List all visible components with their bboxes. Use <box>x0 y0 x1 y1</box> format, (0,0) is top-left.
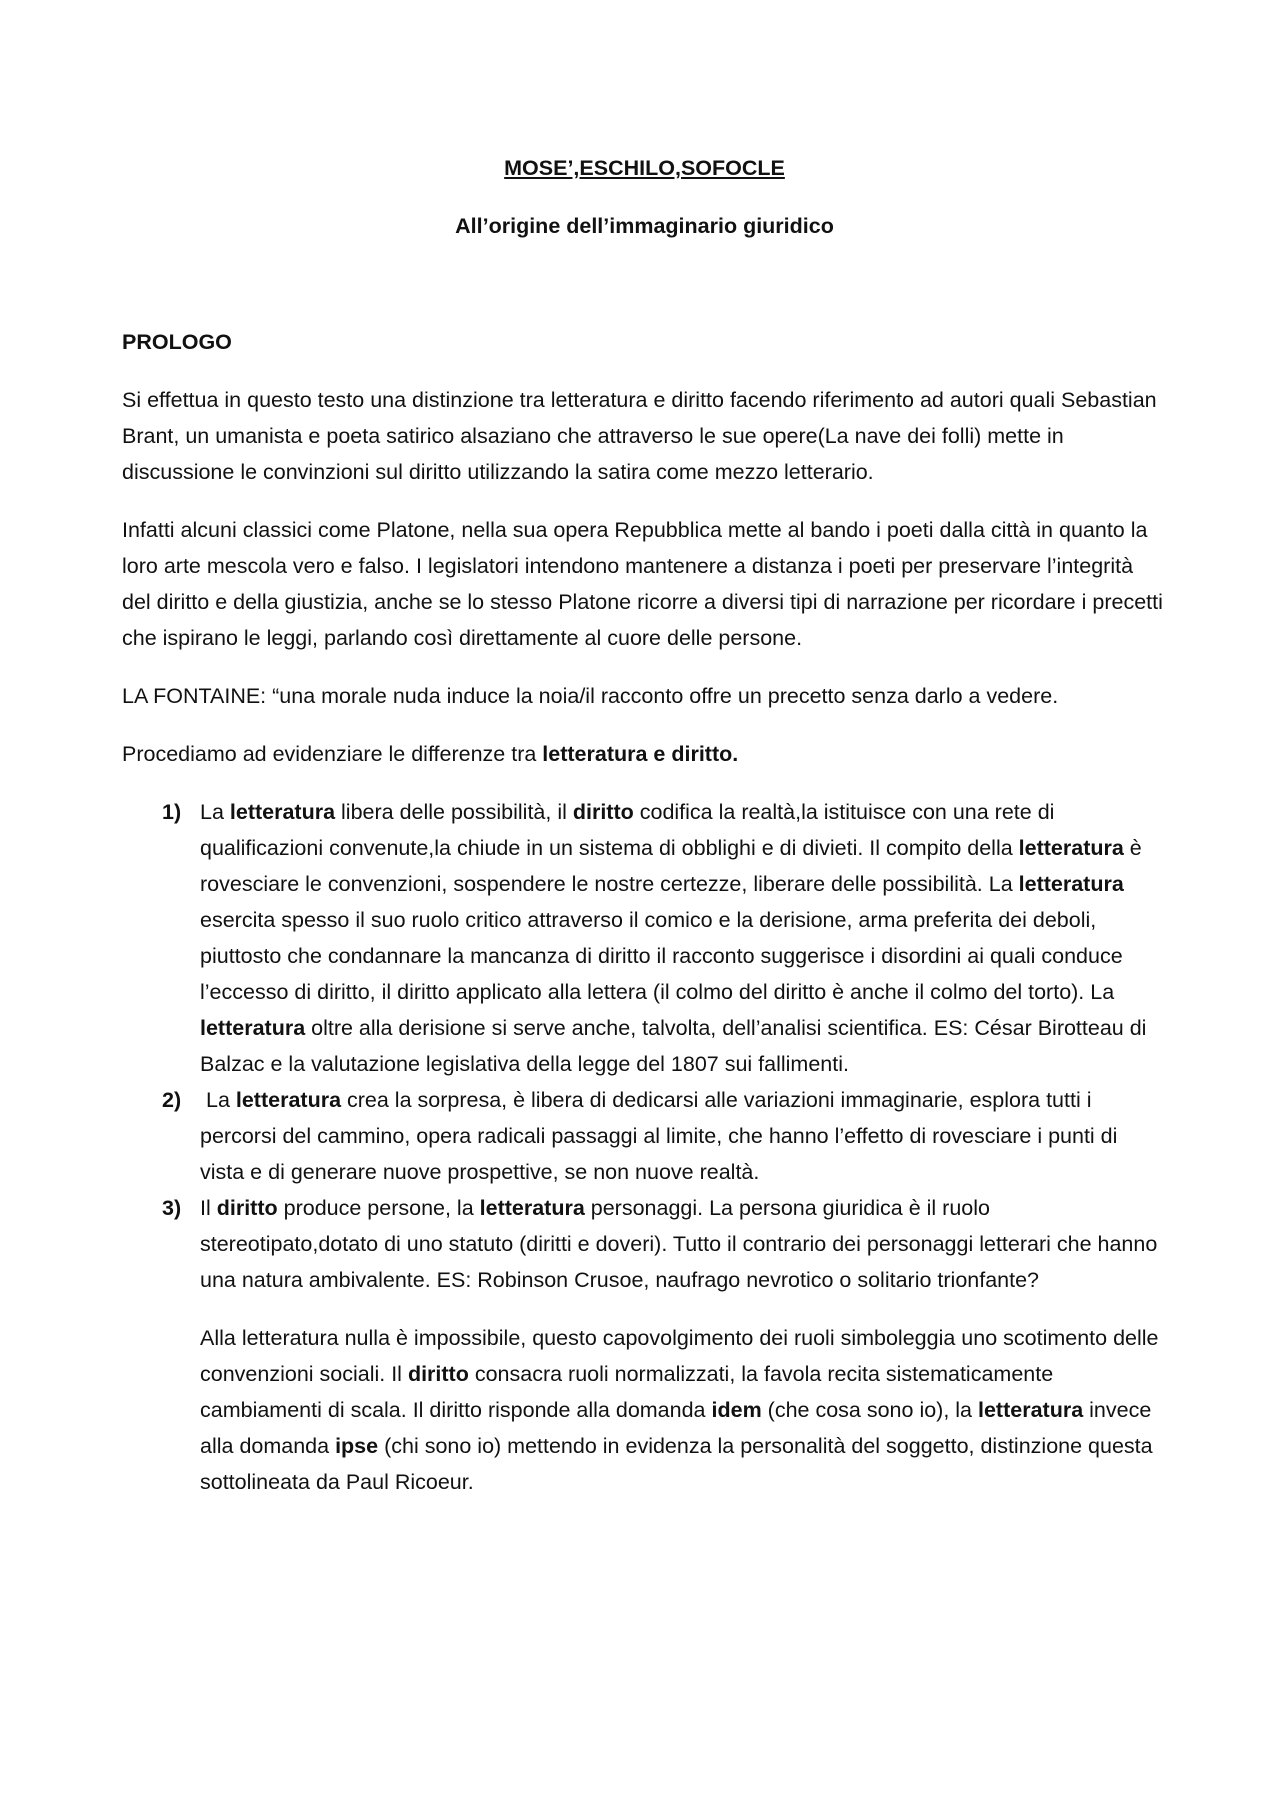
list-number: 3) <box>162 1196 182 1220</box>
list-item-1 <box>122 794 1167 1082</box>
text-run: oltre alla derisione si serve anche, talvolta, dell’analisi scientifica. ES: César Birotteau di Balzac e la valutazione legislativa della legge del 1807 sui fallimenti. <box>200 1016 1147 1076</box>
paragraph-closing <box>200 1320 1167 1500</box>
list-number: 1) <box>162 800 182 824</box>
text-run: Alla letteratura nulla è impossibile, questo capovolgimento dei ruoli simboleggia uno scotimento delle convenzioni sociali. Il <box>200 1326 1159 1386</box>
section-heading-prologo: PROLOGO <box>122 330 232 354</box>
text-run: produce persone, la <box>277 1196 480 1220</box>
paragraph-la-fontaine: LA FONTAINE: “una morale nuda induce la noia/il racconto offre un precetto senza darlo a vedere. <box>122 684 1059 708</box>
text-run: La <box>200 800 230 824</box>
bold-term: letteratura <box>229 800 336 824</box>
text-run: La <box>200 1088 236 1112</box>
paragraph-platone: Infatti alcuni classici come Platone, nella sua opera Repubblica mette al bando i poeti dalla città in quanto la loro arte mescola vero e falso. I legislatori intendono mantenere a distanza i poeti per preservare l’integrità del diritto e della giustizia, anche se lo stesso Platone ricorre a diversi tipi di narrazione per ricordare i precetti che ispirano le leggi, parlando così direttamente al cuore delle persone. <box>122 518 1163 650</box>
text-run: (che cosa sono io), la <box>761 1398 978 1422</box>
bold-term: diritto <box>572 800 634 824</box>
text-run: consacra ruoli normalizzati, la favola recita sistematicamente cambiamenti di scala. Il diritto risponde alla domanda <box>200 1362 1054 1422</box>
bold-term: letteratura <box>235 1088 342 1112</box>
text-run: personaggi. La persona giuridica è il ruolo stereotipato,dotato di uno statuto (diritti e doveri). Tutto il contrario dei personaggi letterari che hanno una natura ambivalente. ES: Robinson Crusoe, naufrago nevrotico o solitario trionfante? <box>200 1196 1158 1292</box>
paragraph-procediamo <box>122 736 1167 772</box>
text-run: Il <box>200 1196 217 1220</box>
bold-term: letteratura <box>479 1196 585 1220</box>
list-number: 2) <box>162 1088 182 1112</box>
text-run: (chi sono io) mettendo in evidenza la personalità del soggetto, distinzione questa sottolineata da Paul Ricoeur. <box>200 1434 1153 1494</box>
document-title: MOSE’,ESCHILO,SOFOCLE <box>504 156 785 180</box>
bold-term: diritto <box>216 1196 278 1220</box>
text-run: codifica la realtà,la istituisce con una rete di qualificazioni convenute,la chiude in un sistema di obblighi e di divieti. Il compito della <box>200 800 1055 860</box>
paragraph-procediamo-bold: letteratura e diritto. <box>542 742 739 766</box>
bold-term: letteratura <box>1018 836 1124 860</box>
document-subtitle: All’origine dell’immaginario giuridico <box>455 214 834 238</box>
bold-term: idem <box>711 1398 762 1422</box>
text-run: esercita spesso il suo ruolo critico attraverso il comico e la derisione, arma preferita dei deboli, piuttosto che condannare la mancanza di diritto il racconto suggerisce i disordini ai quali conduce l’eccesso di diritto, il diritto applicato alla lettera (il colmo del diritto è anche il colmo del torto). La <box>200 908 1123 1004</box>
paragraph-intro: Si effettua in questo testo una distinzione tra letteratura e diritto facendo riferimento ad autori quali Sebastian Brant, un umanista e poeta satirico alsaziano che attraverso le sue opere(La nave dei folli) mette in discussione le convinzioni sul diritto utilizzando la satira come mezzo letterario. <box>122 388 1157 484</box>
paragraph-procediamo-text: Procediamo ad evidenziare le differenze tra <box>122 742 543 766</box>
text-run: invece alla domanda <box>200 1398 1152 1458</box>
bold-term: letteratura <box>1018 872 1124 896</box>
bold-term: ipse <box>335 1434 379 1458</box>
text-run: crea la sorpresa, è libera di dedicarsi alle variazioni immaginarie, esplora tutti i percorsi del cammino, opera radicali passaggi al limite, che hanno l’effetto di rovesciare i punti di vista e di generare nuove prospettive, se non nuove realtà. <box>200 1088 1118 1184</box>
bold-term: letteratura <box>978 1398 1084 1422</box>
text-run: è rovesciare le convenzioni, sospendere le nostre certezze, liberare delle possibilità. La <box>200 836 1142 896</box>
list-item-2 <box>122 1082 1167 1190</box>
list-item-3 <box>122 1190 1167 1298</box>
bold-term: diritto <box>407 1362 469 1386</box>
differences-list <box>122 794 1167 1298</box>
bold-term: letteratura <box>200 1016 306 1040</box>
text-run: libera delle possibilità, il <box>335 800 573 824</box>
document-page <box>122 150 1167 1500</box>
